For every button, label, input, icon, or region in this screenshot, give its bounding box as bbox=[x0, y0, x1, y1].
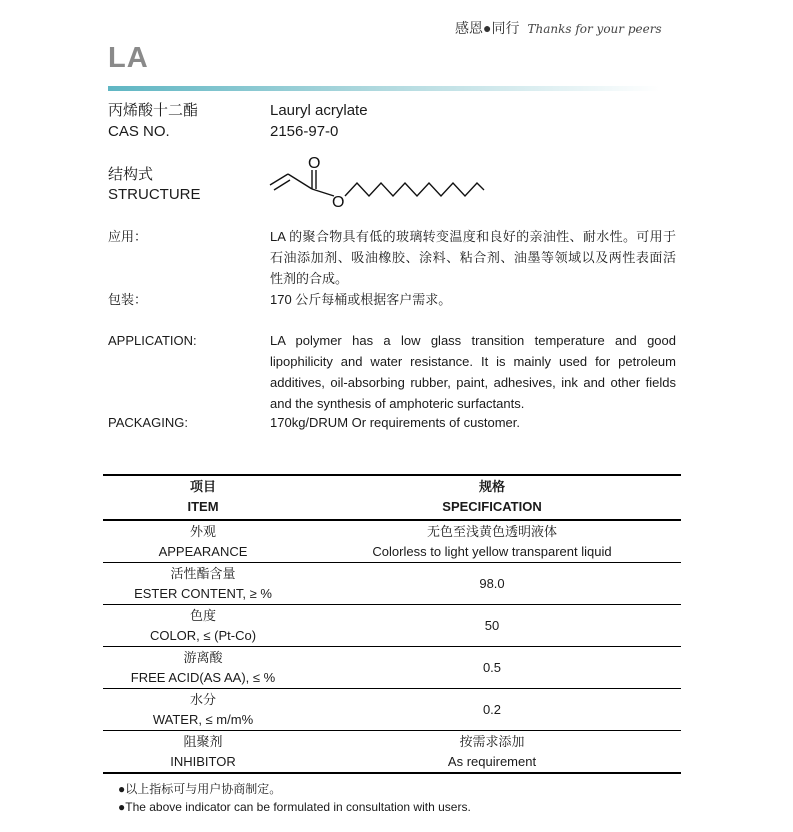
header-spec-en: SPECIFICATION bbox=[442, 499, 542, 514]
application-cn-line: 性剂的合成。 bbox=[270, 271, 349, 286]
slogan-cn: 感恩●同行 bbox=[455, 20, 520, 36]
spec-cell bbox=[303, 731, 681, 774]
table-row bbox=[103, 605, 681, 647]
application-cn-text bbox=[270, 226, 676, 289]
table-row bbox=[103, 520, 681, 563]
table-row bbox=[103, 689, 681, 731]
application-en-line: LA polymer has a low glass transition temperature and good bbox=[270, 333, 676, 348]
ester-oxygen-label: O bbox=[332, 194, 345, 211]
application-cn-line: 石油添加剂、吸油橡胶、涂料、粘合剂、油墨等领域以及两性表面活 bbox=[270, 250, 676, 265]
packaging-cn-label: 包装： bbox=[108, 292, 148, 307]
title-gradient-divider bbox=[108, 86, 660, 91]
cas-label: CAS NO. bbox=[108, 123, 170, 140]
application-en-text bbox=[270, 330, 676, 414]
table-row bbox=[103, 731, 681, 774]
header-item-cn: 项目 bbox=[189, 479, 216, 494]
note-en: ●The above indicator can be formulated in consultation with users. bbox=[118, 800, 471, 814]
item-en: WATER, ≤ m/m% bbox=[152, 711, 254, 727]
item-en: ESTER CONTENT, ≥ % bbox=[134, 585, 272, 601]
item-cn: 活性酯含量 bbox=[170, 565, 236, 581]
item-cn: 阻聚剂 bbox=[183, 733, 223, 749]
item-cn: 游离酸 bbox=[183, 649, 223, 665]
spec-cell bbox=[303, 605, 681, 647]
product-name-cn: 丙烯酸十二酯 bbox=[108, 102, 199, 119]
item-cell bbox=[103, 563, 303, 605]
item-cell bbox=[103, 731, 303, 774]
application-en-label: APPLICATION: bbox=[108, 333, 197, 348]
packaging-en-label: PACKAGING: bbox=[108, 415, 188, 430]
spec-value: 0.2 bbox=[482, 701, 502, 717]
item-cell bbox=[103, 605, 303, 647]
product-code-title: LA bbox=[108, 42, 149, 74]
item-cell bbox=[103, 520, 303, 563]
spec-value: 0.5 bbox=[482, 659, 502, 675]
spec-cn: 按需求添加 bbox=[459, 733, 525, 749]
item-cell bbox=[103, 647, 303, 689]
table-row bbox=[103, 563, 681, 605]
header-item-en: ITEM bbox=[187, 499, 219, 514]
header-slogan bbox=[455, 18, 662, 38]
item-cn: 外观 bbox=[189, 523, 216, 539]
header-item bbox=[103, 475, 303, 520]
application-en-line: and the synthesis of amphoteric surfactants. bbox=[270, 396, 525, 411]
table-row bbox=[103, 647, 681, 689]
table-header-row bbox=[103, 475, 681, 520]
item-cell bbox=[103, 689, 303, 731]
slogan-en: Thanks for your peers bbox=[527, 22, 662, 36]
item-en: FREE ACID(AS AA), ≤ % bbox=[130, 669, 276, 685]
spec-value: 98.0 bbox=[479, 575, 505, 591]
packaging-en-text: 170kg/DRUM Or requirements of customer. bbox=[270, 415, 520, 430]
item-en: INHIBITOR bbox=[170, 753, 236, 769]
item-cn: 色度 bbox=[189, 607, 216, 623]
product-name-en: Lauryl acrylate bbox=[270, 102, 368, 119]
structure-label-en: STRUCTURE bbox=[108, 186, 201, 203]
header-spec bbox=[303, 475, 681, 520]
spec-cell bbox=[303, 689, 681, 731]
spec-value: 50 bbox=[484, 617, 500, 633]
structure-label-cn: 结构式 bbox=[108, 166, 154, 183]
structure-diagram bbox=[268, 152, 498, 214]
application-en-line: lipophilicity and water resistance. It is mainly used for petroleum bbox=[270, 354, 676, 369]
item-en: APPEARANCE bbox=[158, 543, 248, 559]
header-spec-cn: 规格 bbox=[478, 479, 505, 494]
spec-en: As requirement bbox=[447, 753, 537, 769]
packaging-cn-text: 170 公斤每桶或根据客户需求。 bbox=[270, 292, 452, 307]
note-cn: ●以上指标可与用户协商制定。 bbox=[118, 782, 282, 796]
item-cn: 水分 bbox=[189, 691, 216, 707]
carbonyl-oxygen-label: O bbox=[308, 155, 321, 172]
spec-cell bbox=[303, 563, 681, 605]
specification-table bbox=[103, 475, 681, 774]
spec-cell bbox=[303, 647, 681, 689]
application-cn-label: 应用： bbox=[108, 229, 148, 244]
spec-en: Colorless to light yellow transparent liquid bbox=[372, 543, 612, 559]
structure-bonds bbox=[270, 170, 484, 196]
item-en: COLOR, ≤ (Pt-Co) bbox=[149, 627, 257, 643]
application-en-line: additives, oil-absorbing rubber, paint, adhesives, ink and other fields bbox=[270, 375, 676, 390]
cas-value: 2156-97-0 bbox=[270, 123, 339, 140]
spec-cn: 无色至浅黄色透明液体 bbox=[426, 523, 557, 539]
spec-cell bbox=[303, 520, 681, 563]
application-cn-line: LA 的聚合物具有低的玻璃转变温度和良好的亲油性、耐水性。可用于 bbox=[270, 229, 676, 244]
